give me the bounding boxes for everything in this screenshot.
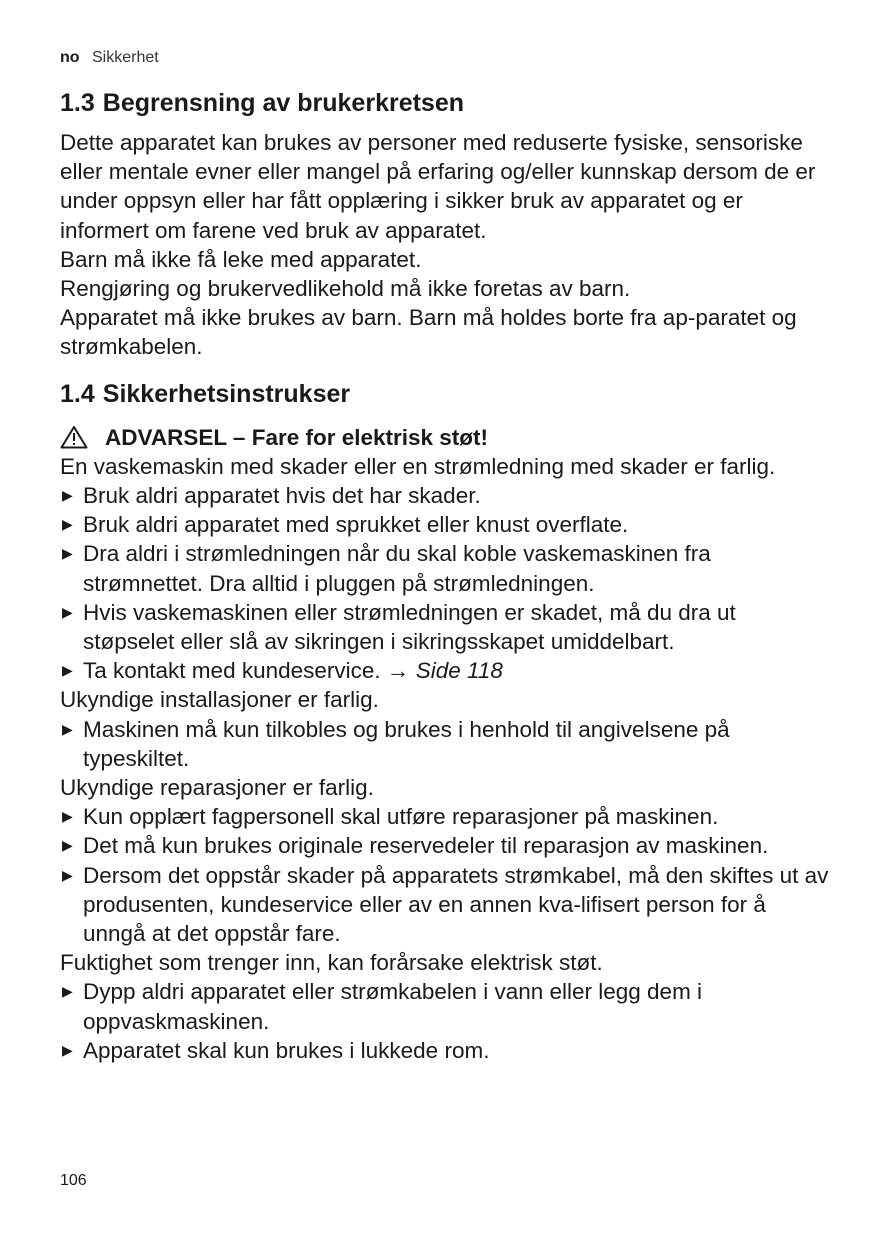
list-item: ▶ Apparatet skal kun brukes i lukkede rom. [60,1036,830,1065]
bullet-list [60,977,830,1065]
bullet-icon: ▶ [62,866,73,883]
page-number: 106 [60,1172,87,1189]
paragraph: Ukyndige reparasjoner er farlig. [60,775,374,801]
bullet-list [60,802,830,948]
section-title: Sikkerhetsinstrukser [102,379,351,408]
arrow-icon: → [386,658,410,684]
bullet-list [60,715,830,773]
bullet-icon: ▶ [62,603,73,620]
bullet-icon: ▶ [62,545,73,562]
section-heading-1-4 [60,378,830,410]
warning-title-text: ADVARSEL – Fare for elektrisk støt! [105,424,489,450]
bullet-list [60,481,830,685]
bullet-icon: ▶ [62,487,73,504]
paragraph: Rengjøring og brukervedlikehold må ikke foretas av barn. [60,276,631,302]
paragraph: Ukyndige installasjoner er farlig. [60,687,379,713]
list-item: ▶ Dypp aldri apparatet eller strømkabelen i vann eller legg dem i oppvaskmaskinen. [62,979,703,1034]
warning-triangle-icon [60,425,88,449]
paragraph: Fuktighet som trenger inn, kan forårsake elektrisk støt. [60,950,603,976]
section-name: Sikkerhet [92,49,159,66]
list-item: ▶ Bruk aldri apparatet med sprukket eller knust overflate. [60,510,830,539]
bullet-icon: ▶ [62,662,73,679]
section-title: Begrensning av brukerkretsen [102,89,465,117]
list-item: ▶ Maskinen må kun tilkobles og brukes i henhold til angivelsene på typeskiltet. [62,716,730,771]
page-reference-link[interactable]: Side 118 [415,658,503,684]
section-heading-1-3 [60,87,830,119]
language-code: no [60,49,80,66]
paragraph: Barn må ikke få leke med apparatet. [60,246,422,272]
paragraph: Apparatet må ikke brukes av barn. Barn må holdes borte fra ap-paratet og strømkabelen. [60,305,797,360]
paragraph: Dette apparatet kan brukes av personer med reduserte fysiske, sensoriske eller mentale evner eller mangel på erfaring og/eller kunnskap dersom de er under oppsyn eller har fått opplæring i sikker bruk av apparatet og er informert om farene ved bruk av apparatet. [60,130,816,243]
contact-text: Ta kontakt med kundeservice. [83,658,381,684]
paragraph: En vaskemaskin med skader eller en strømledning med skader er farlig. [60,453,776,479]
section-number: 1.4 [60,379,95,408]
list-item: ▶ Det må kun brukes originale reservedeler til reparasjon av maskinen. [60,831,830,860]
list-item: ▶ Kun opplært fagpersonell skal utføre reparasjoner på maskinen. [60,802,830,831]
page-content [60,87,830,1065]
warning-title [60,423,830,452]
section-number: 1.3 [60,89,95,117]
page-header [60,48,159,68]
bullet-icon: ▶ [62,720,73,737]
list-item: ▶ Dersom det oppstår skader på apparatets strømkabel, må den skiftes ut av produsenten, kundeservice eller av en annen kva-lifisert person for å unngå at det oppstår fare. [62,862,829,947]
list-item [60,656,830,685]
list-item: ▶ Bruk aldri apparatet hvis det har skader. [60,481,830,510]
list-item: ▶ Hvis vaskemaskinen eller strømledningen er skadet, må du dra ut støpselet eller slå av sikringen i sikringsskapet umiddelbart. [62,599,736,655]
bullet-icon: ▶ [62,1041,73,1058]
list-item: ▶ Dra aldri i strømledningen når du skal koble vaskemaskinen fra strømnettet. Dra alltid i pluggen på strømledningen. [62,541,711,596]
bullet-icon: ▶ [62,837,73,854]
bullet-icon: ▶ [62,808,73,825]
bullet-icon: ▶ [62,983,73,1000]
bullet-icon: ▶ [62,516,73,533]
